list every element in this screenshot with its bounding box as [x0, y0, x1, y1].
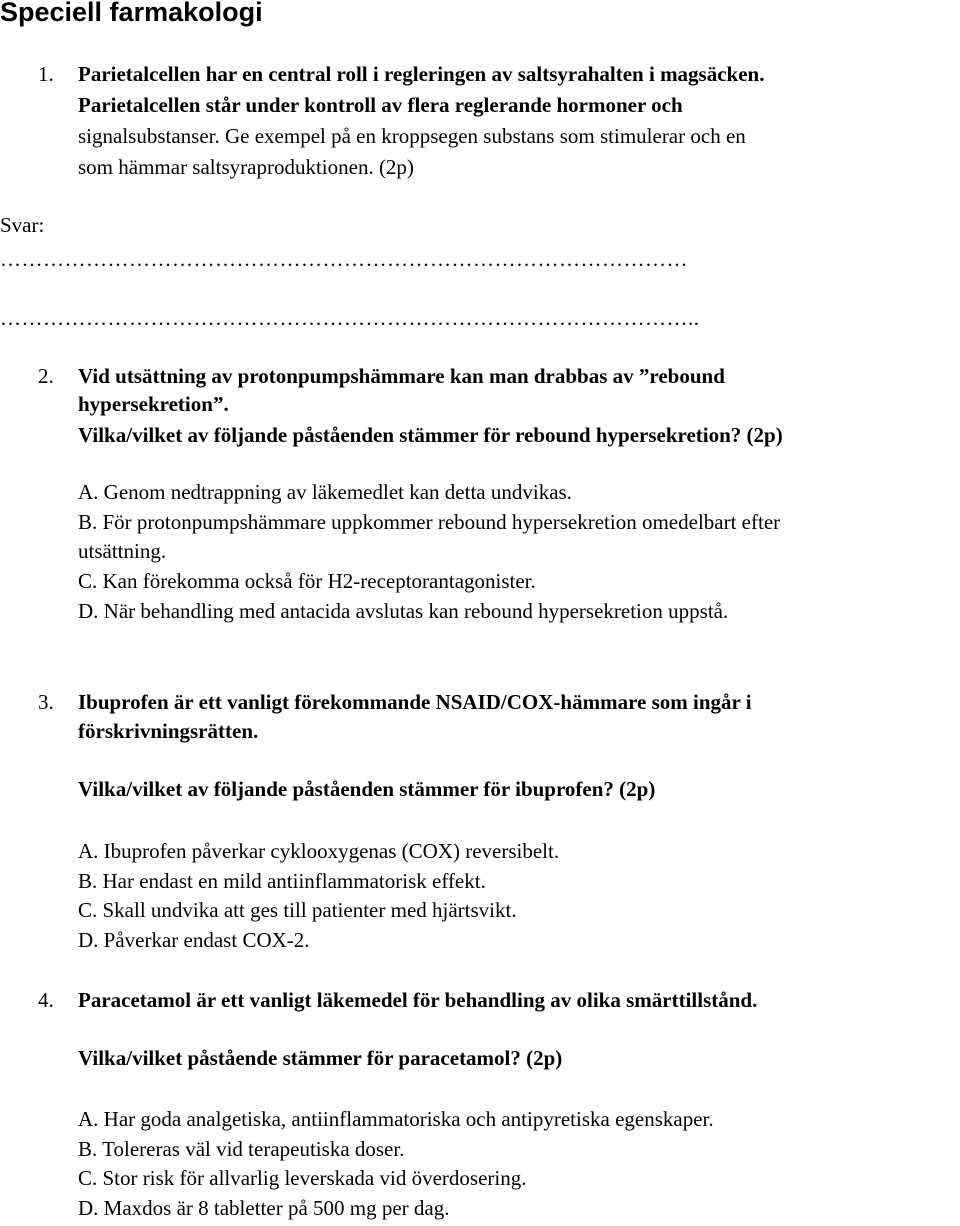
question-2-prompt: Vilka/vilket av följande påståenden stämmer för rebound hypersekretion? (2p) — [78, 423, 783, 447]
question-3-line: Ibuprofen är ett vanligt förekommande NSAID/COX-hämmare som ingår i — [78, 690, 752, 714]
option-b: B. För protonpumpshämmare uppkommer rebound hypersekretion omedelbart efter — [78, 510, 781, 534]
option-a: A. Har goda analgetiska, antiinflammatoriska och antipyretiska egenskaper. — [78, 1107, 714, 1131]
option-c: C. Skall undvika att ges till patienter med hjärtsvikt. — [78, 898, 517, 922]
option-b-cont: utsättning. — [78, 539, 167, 563]
question-2-number: 2. — [38, 364, 54, 388]
question-4-line: Paracetamol är ett vanligt läkemedel för behandling av olika smärttillstånd. — [78, 988, 758, 1012]
option-c: C. Stor risk för allvarlig leverskada vid överdosering. — [78, 1166, 527, 1190]
question-4-number: 4. — [38, 988, 54, 1012]
option-d: D. När behandling med antacida avslutas kan rebound hypersekretion uppstå. — [78, 599, 729, 623]
option-d: D. Påverkar endast COX-2. — [78, 928, 310, 952]
question-1-line: signalsubstanser. Ge exempel på en kroppsegen substans som stimulerar och en — [78, 124, 746, 148]
question-1-line: Parietalcellen har en central roll i regleringen av saltsyrahalten i magsäcken. — [78, 62, 765, 86]
question-1-number: 1. — [38, 62, 54, 86]
option-a: A. Ibuprofen påverkar cyklooxygenas (COX) reversibelt. — [78, 839, 560, 863]
question-3-prompt: Vilka/vilket av följande påståenden stämmer för ibuprofen? (2p) — [78, 777, 656, 801]
option-d: D. Maxdos är 8 tabletter på 500 mg per dag. — [78, 1196, 450, 1220]
option-a: A. Genom nedtrappning av läkemedlet kan detta undvikas. — [78, 480, 572, 504]
question-3-number: 3. — [38, 690, 54, 714]
question-3-line: förskrivningsrätten. — [78, 719, 259, 743]
question-2-line: hypersekretion”. — [78, 392, 229, 416]
answer-line-2[interactable]: …………………………………………………………………………………….. — [0, 306, 700, 330]
option-b: B. Har endast en mild antiinflammatorisk effekt. — [78, 869, 486, 893]
question-1-line: Parietalcellen står under kontroll av flera reglerande hormoner och — [78, 93, 683, 117]
question-2-line: Vid utsättning av protonpumpshämmare kan man drabbas av ”rebound — [78, 364, 725, 388]
answer-label: Svar: — [0, 213, 45, 237]
answer-line-1[interactable]: …………………………………………………………………………………… — [0, 247, 688, 271]
option-b: B. Tolereras väl vid terapeutiska doser. — [78, 1137, 405, 1161]
option-c: C. Kan förekomma också för H2-receptorantagonister. — [78, 569, 536, 593]
question-1-line: som hämmar saltsyraproduktionen. (2p) — [78, 155, 414, 179]
page-title: Speciell farmakologi — [0, 0, 263, 27]
question-4-prompt: Vilka/vilket påstående stämmer för paracetamol? (2p) — [78, 1046, 563, 1070]
